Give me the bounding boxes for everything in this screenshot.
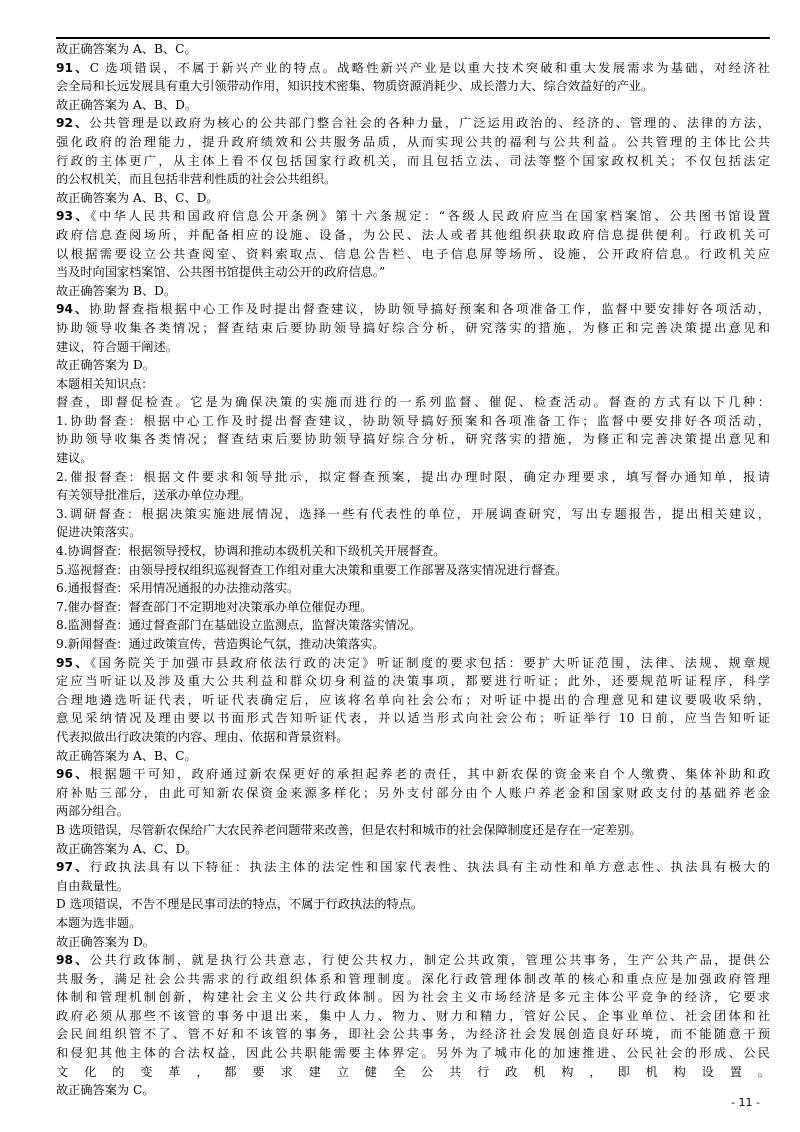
text-line	[56, 709, 770, 728]
line-text: 协助领导收集各类情况；督查结束后要协助领导搞好综合分析，研究落实的措施，为修正和完善决策提出意见和	[56, 432, 770, 447]
text-line	[56, 245, 770, 264]
line-text: 故正确答案为 C。	[56, 1083, 155, 1098]
header-rule	[56, 37, 770, 39]
text-line	[56, 152, 770, 171]
line-text: 本题为选非题。	[56, 915, 142, 930]
line-text: 府补贴三部分，由此可知新农保资金来源多样化；另外支付部分由个人账户养老金和国家财政支付的基础养老金	[56, 785, 770, 800]
line-text: 合理地遴选听证代表，听证代表确定后，应该将名单向社会公布；对听证中提出的合理意见和建议要吸收采纳，	[56, 692, 770, 707]
question-line	[56, 654, 770, 673]
line-text: 定应当听证以及涉及重大公共利益和群众切身利益的决策事项，都要进行听证；此外，还要规范听证程序，科学	[56, 674, 770, 689]
question-line	[56, 765, 770, 784]
text-line	[56, 542, 770, 561]
text-line	[56, 728, 770, 747]
text-line	[56, 821, 770, 840]
text-line	[56, 263, 770, 282]
line-text: 促进决策落实。	[56, 525, 142, 540]
line-text: 强化政府的治理能力，提升政府绩效和公共服务品质，从而实现公共的福利与公共利益。公共管理的主体比公共	[56, 134, 770, 149]
text-line	[56, 561, 770, 580]
text-line	[56, 970, 770, 989]
question-number: 94、	[56, 302, 90, 317]
line-text: 故正确答案为 A、B、C、D。	[56, 190, 219, 205]
line-text: 9.新闻督查：通过政策宣传，营造舆论气氛，推动决策落实。	[56, 637, 385, 651]
question-number: 96、	[56, 767, 90, 782]
line-text: 当及时向国家档案馆、公共图书馆提供主动公开的政府信息。”	[56, 265, 386, 280]
text-line	[56, 1007, 770, 1026]
line-text: 建议，符合题干阐述。	[56, 339, 178, 354]
text-line	[56, 170, 770, 189]
question-line	[56, 951, 770, 970]
line-text: 体制和管理机制创新，构建社会主义公共行政体制。因为社会主义市场经济是多元主体公平竞争的经济，它要求	[56, 990, 770, 1005]
line-text: 建议。	[56, 451, 93, 466]
text-line	[56, 96, 770, 115]
text-line	[56, 895, 770, 914]
text-line	[56, 988, 770, 1007]
line-text: B 选项错误，尽管新农保给广大农民养老问题带来改善，但是农村和城市的社会保障制度还是存在一定差别。	[56, 822, 642, 837]
line-text: 7.催办督查：督查部门不定期地对决策承办单位催促办理。	[56, 599, 373, 614]
question-number: 91、	[56, 60, 90, 75]
text-line	[56, 505, 770, 524]
line-text: 共服务，满足社会公共需求的行政组织体系和管理制度。深化行政管理体制改革的核心和重点应是加强政府管理	[56, 971, 770, 986]
text-line	[56, 579, 770, 598]
line-text: 会民间组织管不了、管不好和不该管的事务，即社会公共事务，为经济社会发展创造良好环境，而不能随意干预	[56, 1027, 770, 1042]
line-text: 公共行政体制，就是执行公共意志，行使公共权力，制定公共政策，管理公共事务，生产公共产品，提供公	[89, 953, 771, 968]
text-line	[56, 430, 770, 449]
text-line	[56, 282, 770, 301]
line-text: 本题相关知识点：	[56, 376, 154, 391]
line-text: 6.通报督查：采用情况通报的办法推动落实。	[56, 581, 300, 596]
line-text: 政府必须从那些不该管的事务中退出来，集中人力、物力、财力和精力，管好公民、企事业单位、社会团体和社	[56, 1008, 770, 1023]
text-line	[56, 338, 770, 357]
text-line	[56, 802, 770, 821]
line-text: 故正确答案为 A、B、D。	[56, 97, 198, 112]
question-number: 97、	[56, 860, 90, 875]
text-line	[56, 672, 770, 691]
question-number: 95、	[56, 655, 91, 670]
line-text: 协助督查指根据中心工作及时提出督查建议，协助领导搞好预案和各项准备工作，监督中要安排好各项活动，	[89, 302, 771, 317]
line-text: 和侵犯其他主体的合法权益，因此公共职能需要主体界定。另外为了城市化的加速推进、公民社会的形成、公民	[56, 1046, 770, 1061]
text-line	[56, 319, 770, 338]
line-text: 4.协调督查：根据领导授权，协调和推动本级机关和下级机关开展督查。	[56, 544, 446, 559]
line-text: 公共管理是以政府为核心的公共部门整合社会的各种力量，广泛运用政治的、经济的、管理的、法律的方法，	[89, 116, 771, 131]
line-text: 督查，即督促检查。它是为确保决策的实施而进行的一系列监督、催促、检查活动。督查的方式有以下几种：	[56, 395, 770, 410]
line-text: 自由裁量性。	[56, 878, 130, 893]
text-line	[56, 133, 770, 152]
line-text: 5.巡视督查：由领导授权组织巡视督查工作组对重大决策和重要工作部署及落实情况进行督查。	[56, 562, 568, 577]
text-line	[56, 616, 770, 635]
text-line	[56, 635, 770, 654]
text-line	[56, 189, 770, 208]
text-line	[56, 77, 770, 96]
line-text: D 选项错误，不告不理是民事司法的特点，不属于行政执法的特点。	[56, 897, 424, 912]
text-line	[56, 1063, 770, 1082]
text-line	[56, 1081, 770, 1100]
line-text: 根据题干可知，政府通过新农保更好的承担起养老的责任，其中新农保的资金来自个人缴费、集体补助和政	[89, 767, 771, 782]
line-text: 会全局和长远发展具有重大引领带动作用，知识技术密集、物质资源消耗少、成长潜力大、综合效益好的产业。	[56, 79, 654, 94]
text-line	[56, 40, 770, 59]
text-line	[56, 914, 770, 933]
line-text: 有关领导批准后，送承办单位办理。	[56, 488, 251, 503]
text-line	[56, 486, 770, 505]
question-number: 92、	[56, 116, 90, 131]
text-line	[56, 356, 770, 375]
question-number: 98、	[56, 953, 90, 968]
question-line	[56, 858, 770, 877]
line-text: 故正确答案为 D。	[56, 934, 155, 949]
question-line	[56, 300, 770, 319]
text-line	[56, 468, 770, 487]
text-line	[56, 1025, 770, 1044]
line-text: 的公权机关，而且包括非营利性质的社会公共组织。	[56, 172, 337, 187]
line-text: 故正确答案为 A、C、D。	[56, 841, 198, 856]
line-text: 故正确答案为 D。	[56, 358, 155, 373]
line-text: 故正确答案为 B、D。	[56, 283, 177, 298]
line-text: 文化的变革，都要求建立健全公共行政机构，即机构设置。	[56, 1064, 770, 1079]
text-line	[56, 784, 770, 803]
line-text: 1.协助督查：根据中心工作及时提出督查建议，协助领导搞好预案和各项准备工作；监督中要安排好各项活动，	[56, 413, 770, 428]
question-number: 93、	[56, 209, 91, 224]
line-text: 协助领导收集各类情况；督查结束后要协助领导搞好综合分析，研究落实的措施，为修正和完善决策提出意见和	[56, 320, 770, 335]
text-line	[56, 375, 770, 394]
line-text: 意见采纳情况及理由要以书面形式告知听证代表，并以适当形式向社会公布；听证举行 10 日前，应当告知听证	[56, 711, 770, 726]
text-line	[56, 226, 770, 245]
text-line	[56, 877, 770, 896]
text-line	[56, 598, 770, 617]
line-text: C 选项错误，不属于新兴产业的特点。战略性新兴产业是以重大技术突破和重大发展需求为基础，对经济社	[89, 60, 770, 75]
text-line	[56, 840, 770, 859]
line-text: 故正确答案为 A、B、C。	[56, 748, 197, 763]
text-line	[56, 933, 770, 952]
answer-text-body	[56, 40, 770, 1100]
text-line	[56, 393, 770, 412]
line-text: 政府信息查阅场所，并配备相应的设施、设备，为公民、法人或者其他组织获取政府信息提供便利。行政机关可	[56, 227, 770, 242]
question-line	[56, 207, 770, 226]
question-line	[56, 59, 770, 78]
text-line	[56, 747, 770, 766]
line-text: 8.监测督查：通过督查部门在基础设立监测点，监督决策落实情况。	[56, 618, 422, 633]
line-text: 两部分组合。	[56, 804, 130, 819]
text-line	[56, 412, 770, 431]
question-line	[56, 114, 770, 133]
text-line	[56, 1044, 770, 1063]
text-line	[56, 449, 770, 468]
text-line	[56, 691, 770, 710]
line-text: 代表拟做出行政决策的内容、理由、依据和背景资料。	[56, 729, 349, 744]
line-text: 行政的主体更广，从主体上看不仅包括国家行政机关，而且包括立法、司法等整个国家政权机关；不仅包括法定	[56, 153, 770, 168]
line-text: 《国务院关于加强市县政府依法行政的决定》听证制度的要求包括：要扩大听证范围，法律、法规、规章规	[90, 655, 770, 670]
line-text: 3.调研督查：根据决策实施进展情况，选择一些有代表性的单位，开展调查研究，写出专题报告，提出相关建议，	[56, 506, 770, 521]
line-text: 以根据需要设立公共查阅室、资料索取点、信息公告栏、电子信息屏等场所、设施，公开政府信息。行政机关应	[56, 246, 770, 261]
line-text: 行政执法具有以下特征：执法主体的法定性和国家代表性、执法具有主动性和单方意志性、执法具有极大的	[89, 860, 771, 875]
text-line	[56, 523, 770, 542]
page-number: - 11 -	[731, 1096, 760, 1109]
line-text: 2.催报督查：根据文件要求和领导批示，拟定督查预案，提出办理时限，确定办理要求，填写督办通知单，报请	[56, 469, 770, 484]
line-text: 故正确答案为 A、B、C。	[56, 42, 197, 56]
line-text: 《中华人民共和国政府信息公开条例》第十六条规定：“各级人民政府应当在国家档案馆、公共图书馆设置	[90, 209, 770, 224]
